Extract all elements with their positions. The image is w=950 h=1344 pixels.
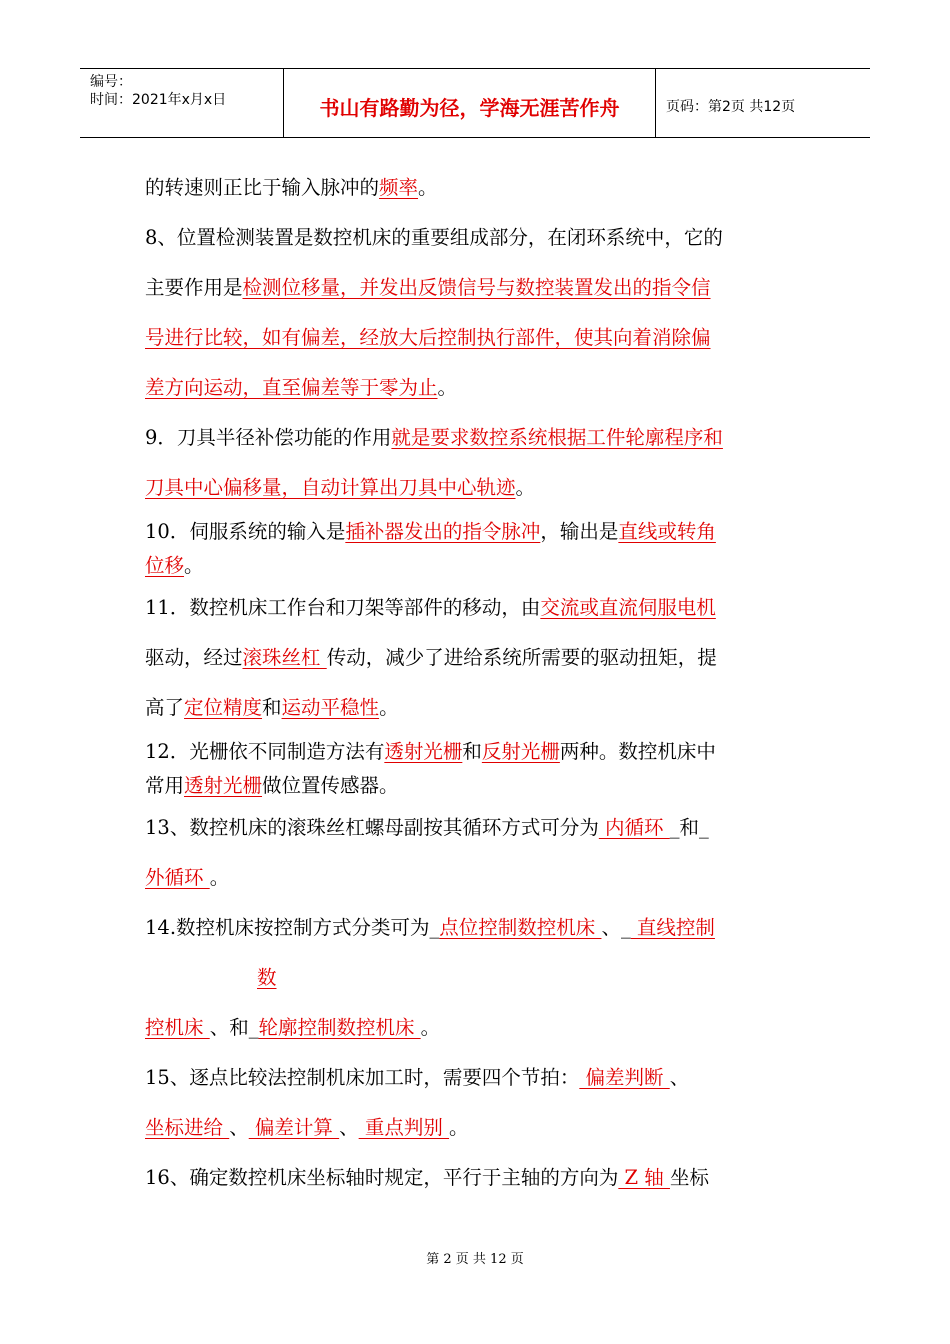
answer-text: 重点判别	[358, 1116, 450, 1139]
text-line	[145, 550, 204, 578]
question-text: 、	[229, 1116, 249, 1139]
text-line	[257, 962, 277, 990]
question-text: 坐标	[669, 1166, 709, 1189]
answer-text: 数	[257, 966, 277, 989]
question-text: 、	[669, 1066, 690, 1089]
answer-text: 直线或转角	[618, 520, 716, 543]
question-text: 两种。数控机床中	[559, 740, 716, 763]
text-line	[145, 912, 715, 940]
question-text: 驱动，经过	[145, 646, 243, 669]
question-text: 15、逐点比较法控制机床加工时，需要四个节拍：	[145, 1066, 580, 1089]
question-text: _和_	[669, 816, 709, 839]
answer-text: 偏差计算	[248, 1116, 340, 1139]
text-line	[145, 1162, 709, 1190]
text-line	[145, 1112, 469, 1140]
answer-text: 控机床	[145, 1016, 210, 1039]
answer-text: 定位精度	[184, 696, 263, 719]
answer-text: 就是要求数控系统根据工件轮廓程序和	[391, 426, 723, 449]
question-text: 做位置传感器。	[262, 774, 399, 797]
answer-text: 位移	[145, 554, 185, 577]
text-line	[145, 692, 399, 720]
question-text: 。	[418, 176, 438, 199]
answer-text: 反射光栅	[481, 740, 560, 763]
question-text: 高了	[145, 696, 185, 719]
question-text: 。	[449, 1116, 469, 1139]
text-line	[145, 592, 716, 620]
question-text: 常用	[145, 774, 185, 797]
answer-text: 偏差判断	[579, 1066, 670, 1089]
text-line	[145, 812, 709, 840]
text-line	[145, 770, 399, 798]
answer-text: 透射光栅	[184, 774, 263, 797]
text-line	[145, 422, 723, 450]
header-meta	[80, 69, 284, 137]
question-text: 、	[339, 1116, 359, 1139]
answer-text: 内循环	[598, 816, 670, 839]
question-text: 8、位置检测装置是数控机床的重要组成部分，在闭环系统中，它的	[145, 226, 723, 249]
question-text: 、_	[601, 916, 631, 939]
question-text: 。	[209, 866, 230, 889]
text-line	[145, 322, 711, 350]
question-text: 10．伺服系统的输入是	[145, 520, 346, 543]
question-text: 12．光栅依不同制造方法有	[145, 740, 385, 763]
answer-text: 交流或直流伺服电机	[540, 596, 716, 619]
question-text: 14.数控机床按控制方式分类可为_	[145, 916, 440, 939]
answer-text: 号进行比较，如有偏差，经放大后控制执行部件，使其向着消除偏	[145, 326, 711, 349]
question-text: 13、数控机床的滚珠丝杠螺母副按其循环方式可分为	[145, 816, 599, 839]
header-page-label: 页码：第2页 共12页	[666, 99, 796, 115]
question-text: 9．刀具半径补偿功能的作用	[145, 426, 392, 449]
header-time-label: 时间：2021年x月x日	[90, 92, 227, 108]
answer-text: 外循环	[145, 866, 210, 889]
answer-text: 滚珠丝杠	[242, 646, 327, 669]
page-footer: 第 2 页 共 12 页	[426, 1252, 524, 1267]
question-text: 和	[262, 696, 282, 719]
answer-text: 点位控制数控机床	[439, 916, 602, 939]
question-text: 传动，减少了进给系统所需要的驱动扭矩，提	[326, 646, 717, 669]
question-text: 、和_	[209, 1016, 259, 1039]
header-motto: 书山有路勤为径，学海无涯苦作舟	[284, 69, 656, 137]
question-text: 。	[184, 554, 204, 577]
answer-text: 频率	[379, 176, 419, 199]
question-text: 。	[379, 696, 399, 719]
text-line	[145, 472, 535, 500]
question-text: 11．数控机床工作台和刀架等部件的移动，由	[145, 596, 541, 619]
answer-text: 差方向运动，直至偏差等于零为止	[145, 376, 438, 399]
answer-text: 透射光栅	[384, 740, 463, 763]
text-line	[145, 516, 716, 544]
question-text: 主要作用是	[145, 276, 243, 299]
answer-text: 刀具中心偏移量，自动计算出刀具中心轨迹	[145, 476, 516, 499]
answer-text: 轮廓控制数控机床	[258, 1016, 421, 1039]
text-line	[145, 222, 723, 250]
page-header	[80, 68, 870, 138]
answer-text: Z 轴	[618, 1166, 670, 1189]
question-text: 。	[437, 376, 458, 399]
text-line	[145, 862, 229, 890]
question-text: 。	[515, 476, 536, 499]
text-line	[145, 1062, 689, 1090]
answer-text: 坐标进给	[145, 1116, 230, 1139]
question-text: 的转速则正比于输入脉冲的	[145, 176, 380, 199]
header-number-label: 编号：	[90, 74, 132, 90]
answer-text: 插补器发出的指令脉冲	[345, 520, 541, 543]
answer-text: 检测位移量，并发出反馈信号与数控装置发出的指令信	[242, 276, 711, 299]
question-text: 。	[420, 1016, 441, 1039]
answer-text: 直线控制	[630, 916, 715, 939]
text-line	[145, 372, 457, 400]
text-line	[145, 736, 716, 764]
answer-text: 运动平稳性	[281, 696, 380, 719]
text-line	[145, 272, 711, 300]
question-text: ，输出是	[540, 520, 619, 543]
text-line	[145, 1012, 440, 1040]
text-line	[145, 642, 717, 670]
question-text: 和	[462, 740, 482, 763]
text-line	[145, 172, 438, 200]
question-text: 16、确定数控机床坐标轴时规定，平行于主轴的方向为	[145, 1166, 619, 1189]
